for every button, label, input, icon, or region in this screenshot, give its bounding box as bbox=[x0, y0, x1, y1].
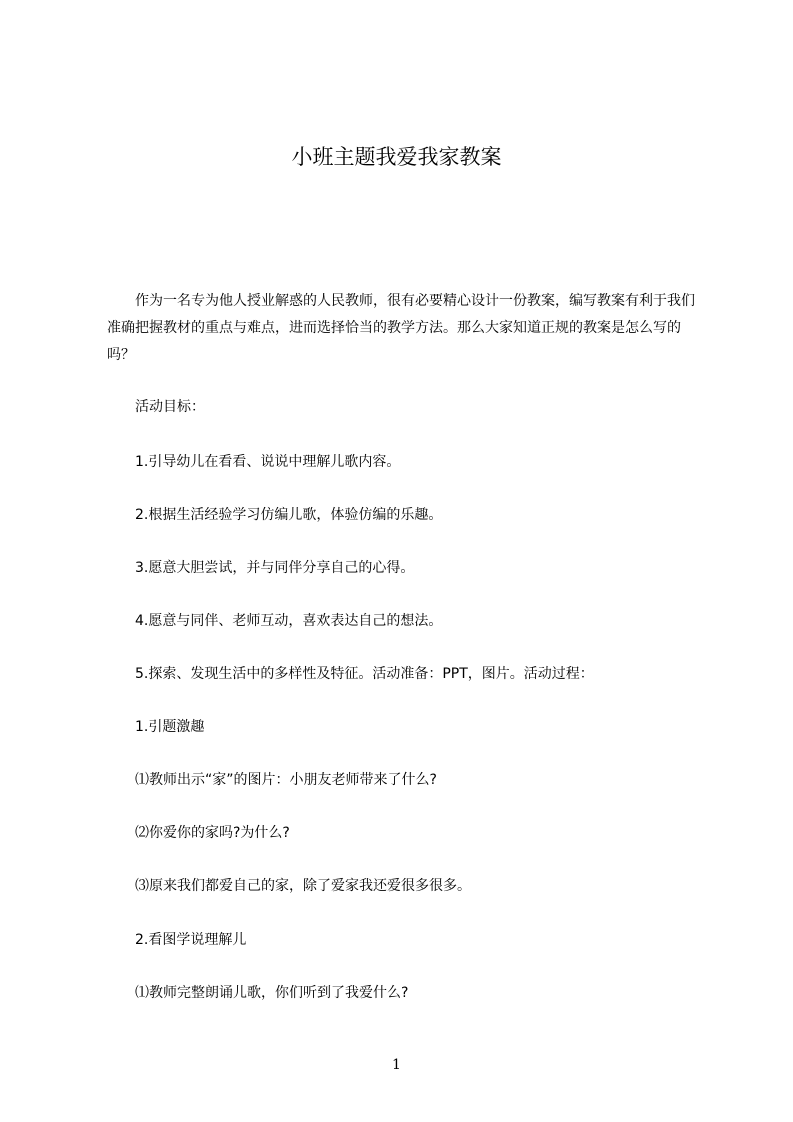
goal-item-5: 5.探索、发现生活中的多样性及特征。活动准备：PPT，图片。活动过程： bbox=[135, 666, 594, 682]
process-step-2: 2.看图学说理解儿 bbox=[135, 932, 247, 948]
process-substep-1: ⑴教师出示“家”的图片：小朋友老师带来了什么? bbox=[135, 772, 437, 788]
section-heading-activity-goals: 活动目标： bbox=[135, 399, 205, 415]
goal-item-3: 3.愿意大胆尝试，并与同伴分享自己的心得。 bbox=[135, 560, 415, 576]
page-number: 1 bbox=[392, 1057, 401, 1073]
process-substep-4: ⑴教师完整朗诵儿歌，你们听到了我爱什么? bbox=[135, 985, 409, 1001]
goal-item-1: 1.引导幼儿在看看、说说中理解儿歌内容。 bbox=[135, 454, 401, 470]
page-title: 小班主题我爱我家教案 bbox=[291, 145, 502, 169]
process-substep-2: ⑵你爱你的家吗?为什么? bbox=[135, 825, 290, 841]
process-step-1: 1.引题激趣 bbox=[135, 719, 205, 735]
process-substep-3: ⑶原来我们都爱自己的家，除了爱家我还爱很多很多。 bbox=[135, 878, 471, 894]
goal-item-4: 4.愿意与同伴、老师互动，喜欢表达自己的想法。 bbox=[135, 613, 443, 629]
goal-item-2: 2.根据生活经验学习仿编儿歌，体验仿编的乐趣。 bbox=[135, 507, 443, 523]
intro-paragraph: 作为一名专为他人授业解惑的人民教师，很有必要精心设计一份教案，编写教案有利于我们准确把握教材的重点与难点，进而选择恰当的教学方法。那么大家知道正规的教案是怎么写的吗？ bbox=[107, 293, 695, 363]
